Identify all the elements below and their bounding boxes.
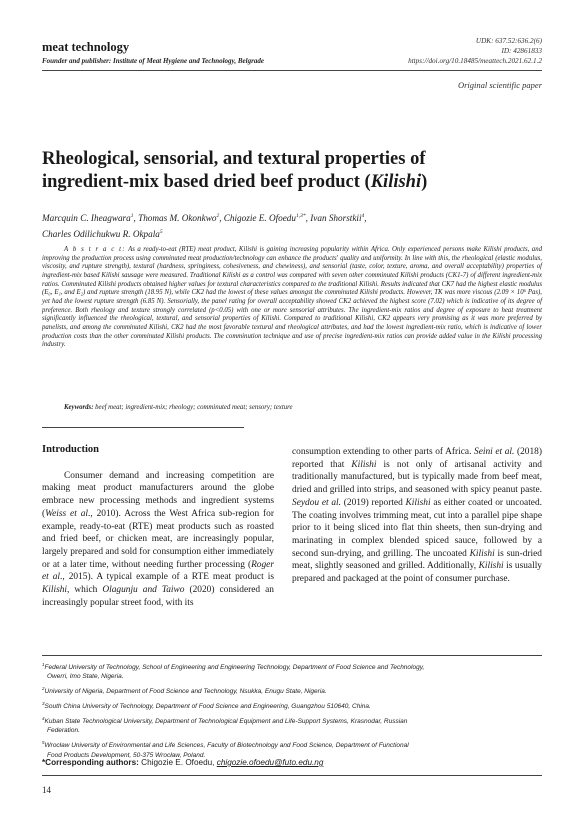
affiliation-footnote — [42, 714, 542, 736]
paper-title — [42, 148, 542, 194]
italic-run: Kilishi — [469, 548, 495, 559]
footnote-mark: 3 — [42, 701, 45, 707]
corresponding-email[interactable]: chigozie.ofoedu@futo.edu.ng — [216, 758, 324, 767]
intro-paragraph-right — [292, 446, 542, 586]
title-line-1: Rheological, sensorial, and textural properties of — [42, 149, 426, 169]
footnote-text: University of Nigeria, Department of Food Science and Technology, Nsukka, Enugu State, Nigeria. — [44, 688, 327, 696]
author-name: Ivan Shorstkii — [310, 213, 362, 224]
author-affiliation-mark: 1,3* — [296, 213, 306, 219]
text-run: is usually prepared and packaged at the point of consumer purchase. — [292, 561, 542, 585]
article-id: ID: 42861833 — [501, 47, 542, 55]
text-run: ., 2015). A typical example of a RTE meat product is — [60, 572, 274, 583]
italic-run: Kilishi — [405, 497, 431, 508]
footnote-mark: 1 — [42, 662, 45, 667]
corresponding-label: *Corresponding authors: — [42, 758, 139, 767]
text-run: , which — [67, 585, 103, 596]
abstract-label: A b s t r a c t: — [64, 246, 126, 253]
footnote-text-continued: Owerri, Imo State, Nigeria. — [47, 673, 124, 681]
page-number: 14 — [42, 785, 51, 795]
footnote-divider — [42, 655, 542, 656]
italic-run: Roger et al — [42, 559, 274, 583]
text-run: as either coated or uncoated. The coating involves trimming meat, cut into a parallel pipe shape prior to it being sliced into flat thin sheets, then sun-drying and marinating in complex blended spiced sauce, followed by a second sun-drying, and grilling. The uncoated — [292, 497, 542, 559]
text-run: is sun-dried meat, slightly seasoned and grilled. Additionally, — [292, 548, 542, 572]
keywords — [64, 404, 542, 411]
footnote-text: South China University of Technology, Department of Food Science and Engineering, Guangzhou 510640, China. — [44, 703, 371, 711]
author-name: Thomas M. Okonkwo — [138, 213, 217, 224]
text-run: (2018) reported that — [292, 447, 542, 470]
text-run: (2019) reported — [341, 497, 406, 508]
italic-run: Kilishi — [478, 561, 504, 572]
italic-run: Olagunju and Taiwo — [102, 585, 185, 596]
affiliation-footnote — [42, 738, 542, 760]
author-list: Marcquin C. Iheagwara$^1$, Thomas M. Okonkwo$^2$, Chigozie E. Ofoedu$^{1,3*}$, Ivan Shorstkii$^4$, Charles Odilichukwu R. Okpala$^5$ — [42, 213, 367, 239]
section-heading-introduction: Introduction — [42, 444, 99, 455]
text-run: is not only of artisanal activity and traditionally manufactured, but is typically made from beef meat, dried and grilled into strips, and seasoned with spicy peanut paste. — [292, 459, 542, 496]
publisher-line: Founder and publisher: Institute of Meat Hygiene and Technology, Belgrade — [42, 57, 264, 65]
italic-run: Weiss et al — [45, 508, 88, 519]
intro-column-right — [292, 446, 542, 586]
author-affiliation-mark: 2 — [216, 213, 220, 219]
title-line-2-suffix: ) — [421, 172, 428, 192]
text-run: Consumer demand and increasing competition are making meat product manufacturers around the globe embrace new processing methods and ingredient systems ( — [42, 470, 274, 519]
author-name: Charles Odilichukwu R. Okpala — [42, 228, 160, 239]
author-name: Marcquin C. Iheagwara — [42, 213, 131, 224]
italic-run: Seydou et al. — [292, 497, 342, 508]
italic-run: Kilishi — [42, 585, 68, 596]
bottom-divider — [42, 775, 542, 776]
affiliation-footnote — [42, 660, 542, 682]
author-affiliation-mark: 4 — [361, 213, 365, 219]
title-line-2-prefix: ingredient-mix based dried beef product ( — [42, 172, 371, 192]
affiliation-footnotes — [42, 660, 542, 762]
footnote-mark: 4 — [42, 716, 45, 722]
affiliation-footnote — [42, 684, 542, 696]
intro-column-left — [42, 444, 274, 609]
footnote-text: Kuban State Technological University, Department of Technological Equipment and Life-Support Systems, Krasnodar, Russian — [44, 718, 408, 726]
italic-run: Seini et al. — [474, 447, 515, 457]
udk-code: UDK: 637.52:636.2(6) — [475, 37, 542, 45]
affiliation-footnote — [42, 699, 542, 711]
keywords-text: beef meat; ingredient-mix; rheology; comminuted meat; sensory; texture — [95, 404, 293, 411]
corresponding-name: Chigozie E. Ofoedu, — [141, 758, 215, 767]
author-affiliation-mark: 5 — [159, 228, 163, 235]
italic-run: Kilishi — [351, 459, 377, 470]
section-divider — [42, 427, 244, 428]
footnote-mark: 2 — [42, 686, 45, 692]
article-meta — [408, 36, 542, 66]
abstract — [42, 246, 542, 350]
title-line-2-italic: Kilishi — [370, 172, 422, 192]
author-name: Chigozie E. Ofoedu — [223, 213, 296, 224]
footnote-text-continued: Federation. — [47, 727, 80, 735]
author-affiliation-mark: 1 — [130, 213, 134, 219]
keywords-label: Keywords: — [64, 404, 94, 411]
corresponding-author — [42, 758, 542, 767]
text-run: consumption extending to other parts of Africa. — [292, 447, 475, 457]
footnote-mark: 5 — [42, 740, 45, 746]
paper-type: Original scientific paper — [457, 80, 542, 90]
footnote-text-continued: Food Products Development, 50-375 Wrocław, Poland. — [47, 751, 206, 759]
abstract-text: As a ready-to-eat (RTE) meat product, Kilishi is gaining increasing popularity within Africa. Only experienced persons make Kilishi products, and improving the production process using comminuted meat production/technology can enhance the products' quality and uniformity. In line with this, the rheological (elastic modulus, viscosity, and rupture strength), textural (hardness, springiness, cohesiveness, and chewiness), and sensorial (taste, color, texture, aroma, and overall acceptability) properties of ingredient-mix based Kilishi sausage were measured. Traditional Kilishi as a control was compared with seven other comminuted Kilishi products (CK1-7) of different ingredient-mix ratios. Comminuted Kilishi products obtained higher values for textural characteristics compared to the traditional Kilishi. Results indicated that CK7 had the highest elastic modulus (E₀, E₁, and E₂) and rupture strength (18.95 N), while CK2 had the lowest of these values amongst the comminuted Kilishi products. However, TK was more viscous (2.09 × 10⁶ Pas), yet had the lowest rupture strength (6.85 N). Sensorially, the panel rating for overall acceptability showed CK2 achieved the highest score (7.02) which is indicative of its degree of preference. Both rheology and texture strongly correlated (p<0.05) with one or more sensorial attributes. The ingredient-mix ratios and degree of exposure to heat treatment significantly influenced the rheological, textural, and sensorial properties of Kilishi. Compared to traditional Kilishi, CK2 appears very promising as it was more preferred by panelists, and among the comminuted Kilishi, CK2 had the most favorable textural and rheological attributes, and had the lowest ingredient-mix ratio, which is indicative of lower production costs than the other comminuted Kilishi products. The comminution technique and use of precise ingredient-mix ratios can provide added value in the Kilishi processing industry. — [42, 246, 542, 349]
footnote-text: Wrocław University of Environmental and Life Sciences, Faculty of Biotechnology and Food Science, Department of Functional — [44, 742, 409, 750]
doi-link[interactable]: https://doi.org/10.18485/meattech.2021.62.1.2 — [408, 57, 542, 65]
text-run: (2020) considered an increasingly popular street food, with its — [42, 585, 274, 608]
footnote-text: Federal University of Technology, School of Engineering and Engineering Technology, Department of Food Science and Technology, — [44, 664, 425, 672]
header-divider — [42, 70, 542, 71]
text-run: ., 2010). Across the West Africa sub-region for example, ready-to-eat (RTE) meat products such as roasted and fried beef, or chicken meat, are increasingly popular, largely prepared and sold for consumption either immediately or at a later time, without needing further processing ( — [42, 508, 274, 570]
intro-paragraph-left — [42, 470, 274, 610]
journal-name: meat technology — [42, 40, 130, 54]
